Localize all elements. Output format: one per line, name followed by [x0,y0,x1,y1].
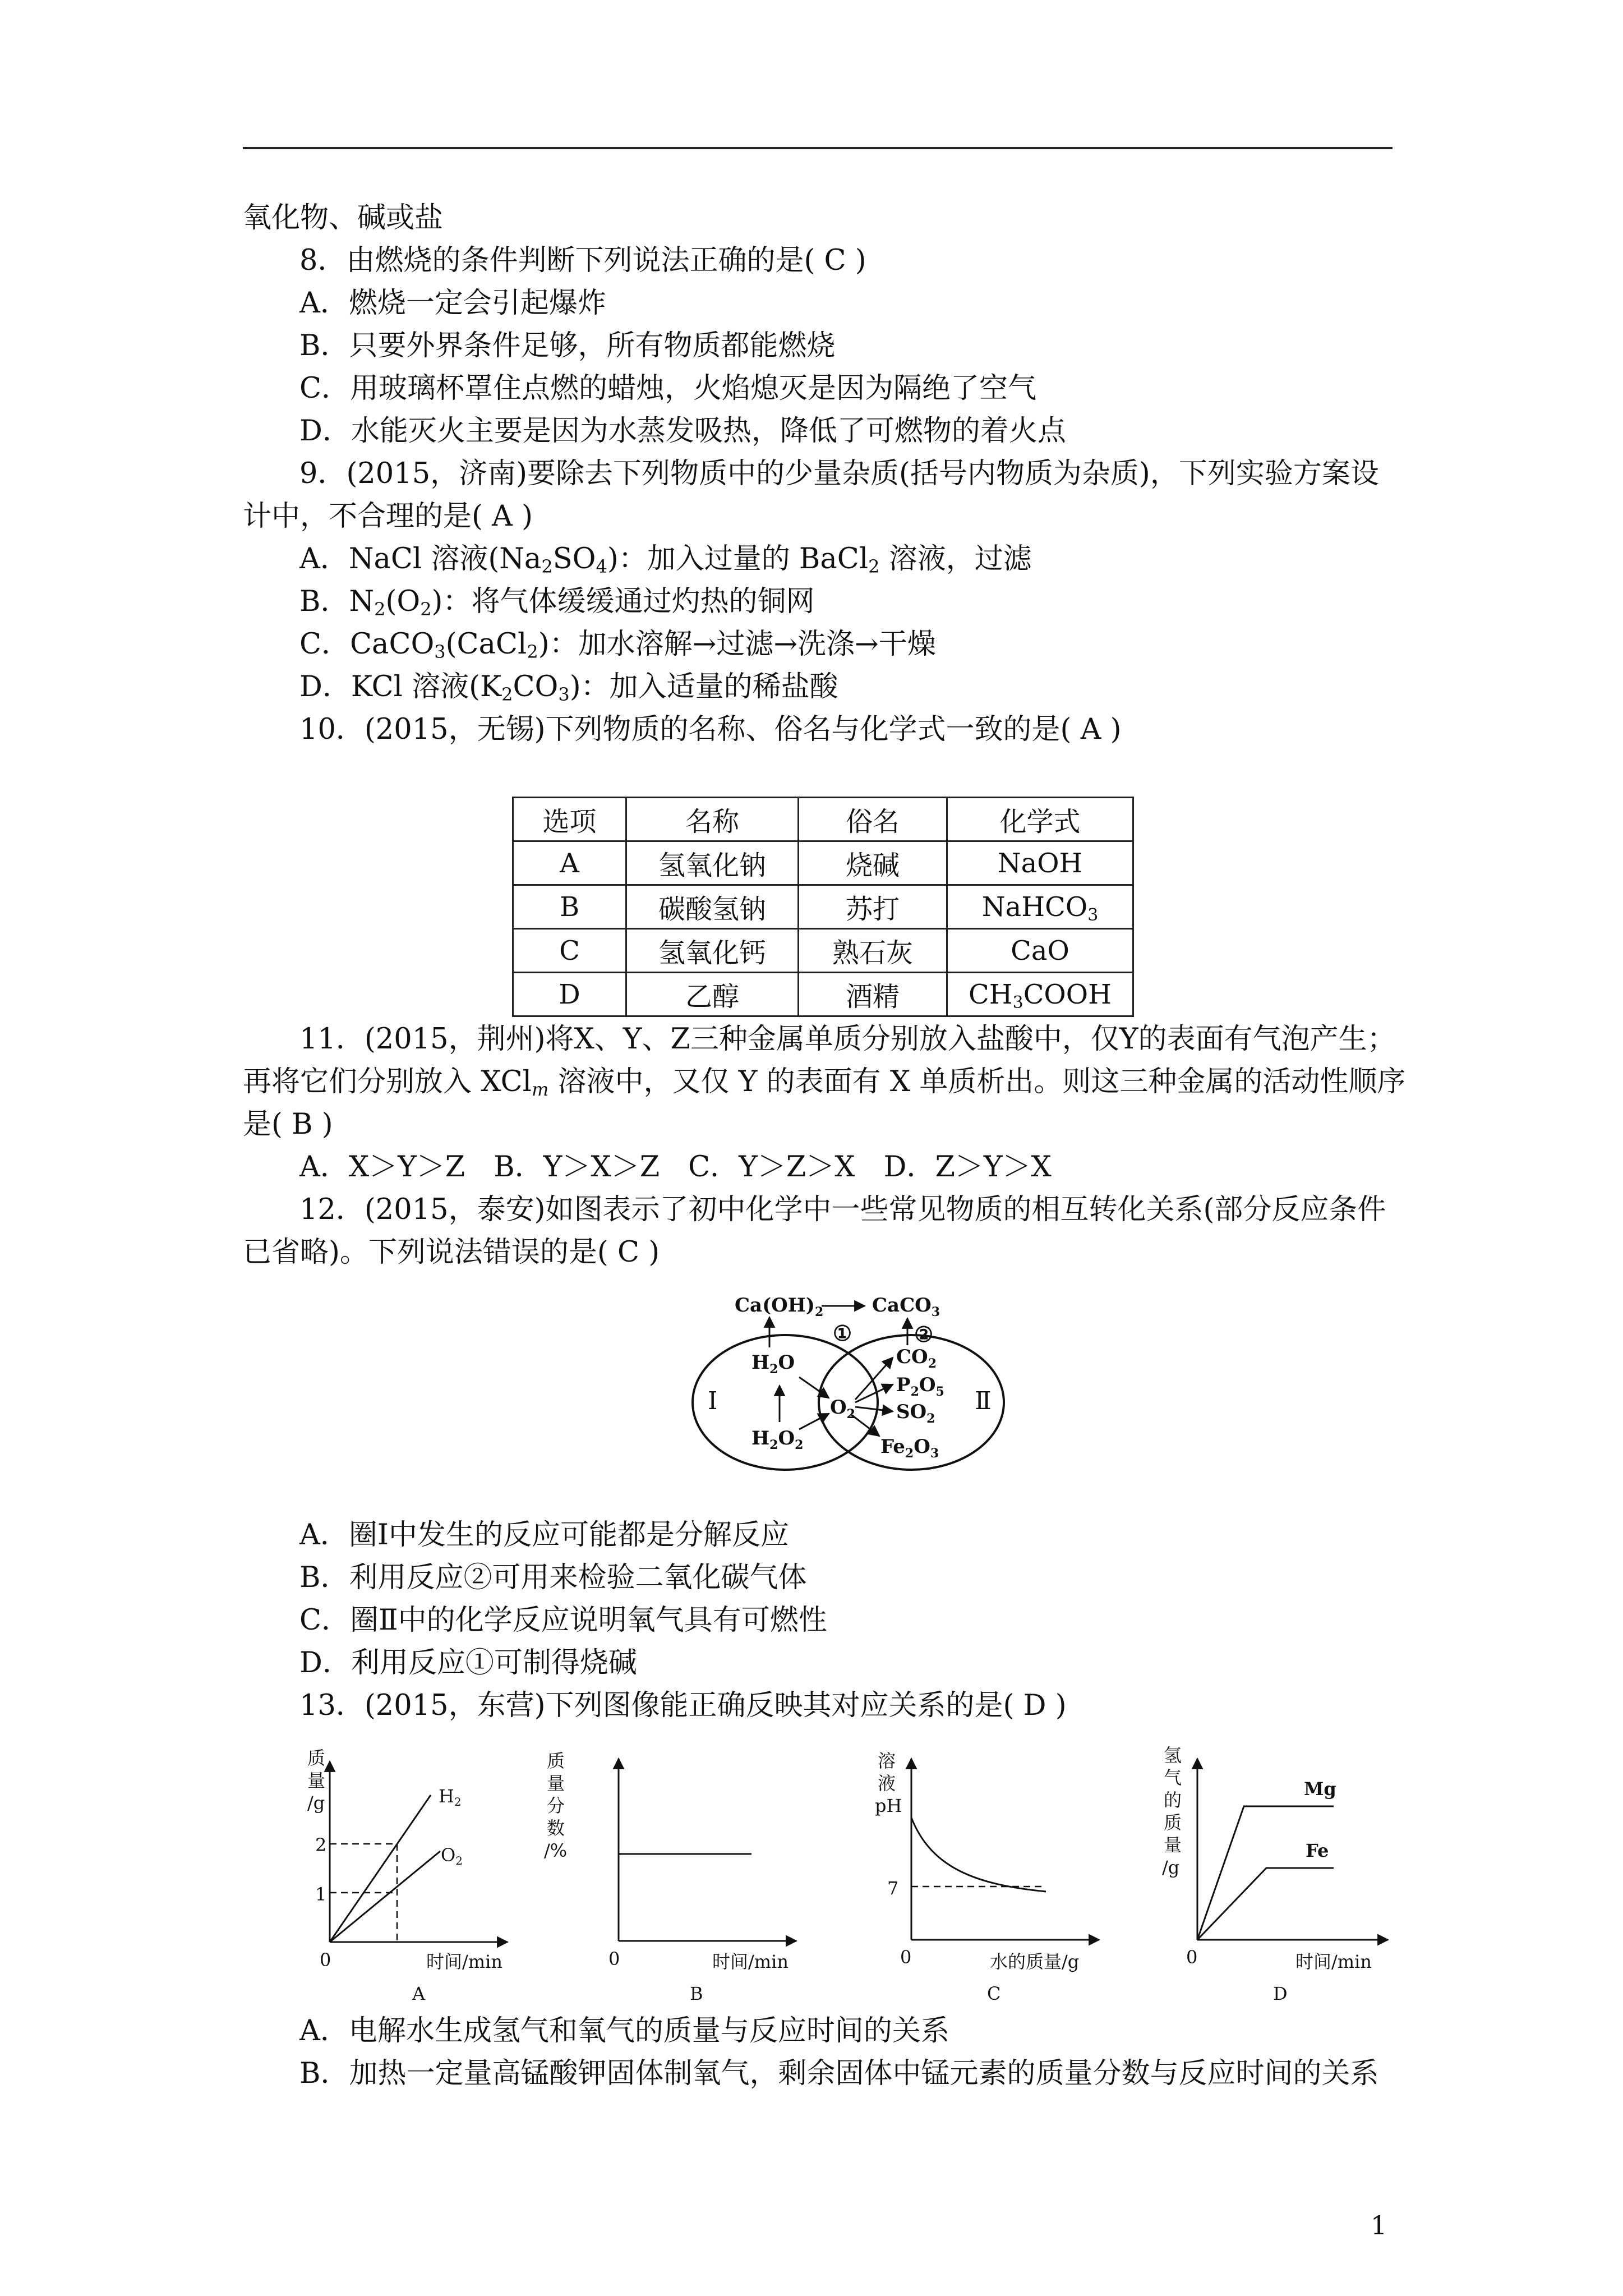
graph-a-series-h2: H2 [439,1786,462,1809]
graph-d-ylabel: 气 [1164,1767,1182,1788]
graph-d-origin: 0 [1186,1947,1198,1968]
graph-a-ylabel: /g [307,1792,325,1814]
header-cell: 选项 [513,798,626,841]
table-cell: 酒精 [799,973,947,1016]
arrow-o2-to-so2 [855,1407,893,1411]
q8-option-a: A．燃烧一定会引起爆炸 [299,287,606,320]
graph-a-series-o2: O2 [441,1844,463,1867]
formula-caoh2: $Ca(OH)_2$ [735,1294,824,1319]
q10-table [512,797,1134,1017]
continued-text: 氧化物、碱或盐 [243,201,444,234]
q13-graphs [303,1739,1396,2008]
graph-d-ylabel: 质 [1164,1812,1182,1833]
table-cell: 烧碱 [799,841,947,885]
circle-2-label: Ⅱ [975,1387,992,1415]
q8-option-d: D．水能灭火主要是因为水蒸发吸热，降低了可燃物的着火点 [299,415,1066,448]
graph-a-ylabel: 量 [307,1770,326,1791]
q12-option-c: C．圈Ⅱ中的化学反应说明氧气具有可燃性 [299,1604,827,1637]
graph-a-line-h2 [330,1795,431,1942]
graph-c-origin: 0 [900,1947,912,1968]
reaction-1-label: ① [833,1320,852,1346]
graph-d-series-mg: Mg [1304,1778,1336,1800]
graph-b-xlabel: 时间/min [712,1951,789,1972]
q13-option-b: B．加热一定量高锰酸钾固体制氧气，剩余固体中锰元素的质量分数与反应时间的关系 [299,2057,1379,2090]
table-cell: 乙醇 [626,973,799,1016]
table-row [513,841,1133,885]
q11-options: A．X＞Y＞Z B．Y＞X＞Z C．Y＞Z＞X D．Z＞Y＞X [299,1151,1052,1184]
graph-a-tick-2: 2 [315,1834,327,1856]
q12-diagram [673,1273,1043,1487]
q9-stem-line2: 计中，不合理的是( A ) [243,500,533,533]
graph-a-line-o2 [330,1851,440,1942]
graph-d-line-mg [1197,1806,1334,1940]
q9-option-a: A．NaCl 溶液$(Na_2SO_4)$：加入过量的 BaCl$_2$ 溶液，过滤 [299,542,1032,577]
graph-b-ylabel: /% [544,1840,568,1861]
q9-option-c: C．CaCO$_3$(CaCl$_2$)：加水溶解→过滤→洗涤→干燥 [299,628,936,662]
table-cell: 氢氧化钠 [626,841,799,885]
graph-a-xlabel: 时间/min [426,1951,502,1972]
q13-option-a: A．电解水生成氢气和氧气的质量与反应时间的关系 [299,2014,949,2047]
q8-option-b: B．只要外界条件足够，所有物质都能燃烧 [299,329,836,362]
graph-c-ylabel: pH [875,1795,902,1816]
graph-b-letter: B [690,1983,703,2004]
graph-a-tick-1: 1 [315,1884,327,1905]
table-cell: $CH_3COOH$ [947,973,1133,1016]
q11-stem-line2: 再将它们分别放入 XCl$_m$ 溶液中，又仅 Y 的表面有 X 单质析出。则这三种金属的活动性顺序 [243,1065,1406,1100]
graph-c-curve [911,1818,1046,1892]
q12-option-a: A．圈Ⅰ中发生的反应可能都是分解反应 [299,1519,789,1552]
graph-d [1162,1745,1388,2004]
q8-stem: 8．由燃烧的条件判断下列说法正确的是( C ) [299,244,866,277]
graph-c-tick-7: 7 [887,1878,899,1899]
formula-h2o2: $H_2O_2$ [751,1427,804,1452]
table-cell: NaOH [947,841,1133,885]
q12-option-b: B．利用反应②可用来检验二氧化碳气体 [299,1561,807,1594]
graph-c-letter: C [987,1983,1001,2004]
q12-stem-line1: 12．(2015，泰安)如图表示了初中化学中一些常见物质的相互转化关系(部分反应条件 [299,1193,1386,1226]
graph-d-xlabel: 时间/min [1295,1951,1372,1972]
graph-b-ylabel: 质 [547,1750,565,1772]
formula-so2: $SO_2$ [896,1401,935,1426]
header-rule [243,147,1393,149]
q9-option-d: D．KCl 溶液$(K_2CO_3)$：加入适量的稀盐酸 [299,670,838,705]
graph-a-letter: A [412,1983,426,2004]
graph-d-series-fe: Fe [1306,1840,1329,1861]
reaction-2-label: ② [914,1322,934,1347]
table-cell: D [513,973,626,1016]
formula-p2o5: $P_2O_5$ [896,1374,944,1399]
table-cell: 氢氧化钙 [626,929,799,973]
q12-stem-line2: 已省略)。下列说法错误的是( C ) [243,1236,660,1269]
table-cell: 熟石灰 [799,929,947,973]
table-cell: NaHCO$_3$ [947,885,1133,929]
table-cell: C [513,929,626,973]
formula-h2o: $H_2O$ [751,1351,795,1377]
graph-d-ylabel: 的 [1164,1789,1182,1811]
table-header-row [513,798,1133,841]
table-row [513,885,1133,929]
table-cell: B [513,885,626,929]
graph-c-xlabel: 水的质量/g [990,1951,1080,1972]
q10-stem: 10．(2015，无锡)下列物质的名称、俗名与化学式一致的是( A ) [299,713,1122,746]
table-cell: 碳酸氢钠 [626,885,799,929]
table-row [513,973,1133,1016]
graph-d-ylabel: /g [1162,1857,1180,1878]
q13-stem: 13．(2015，东营)下列图像能正确反映其对应关系的是( D ) [299,1689,1067,1722]
graph-c [875,1750,1099,2004]
table-row [513,929,1133,973]
table-cell: 苏打 [799,885,947,929]
formula-fe2o3: $Fe_2O_3$ [880,1435,939,1461]
q12-option-d: D．利用反应①可制得烧碱 [299,1646,637,1680]
graph-b-ylabel: 量 [547,1773,565,1794]
table-cell: CaO [947,929,1133,973]
graph-a [307,1747,508,2004]
graph-b [544,1750,796,2004]
graph-a-origin: 0 [320,1949,331,1971]
graph-a-ylabel: 质 [307,1747,326,1769]
header-cell: 化学式 [947,798,1133,841]
q11-stem-line1: 11．(2015，荆州)将X、Y、Z三种金属单质分别放入盐酸中，仅Y的表面有气泡产生； [299,1023,1396,1056]
graph-d-letter: D [1273,1983,1288,2004]
formula-o2: $O_2$ [830,1396,855,1421]
graph-d-ylabel: 量 [1164,1834,1182,1856]
graph-b-ylabel: 数 [547,1818,565,1839]
page-number: 1 [1371,2210,1387,2240]
graph-c-ylabel: 液 [878,1773,896,1794]
header-cell: 俗名 [799,798,947,841]
graph-d-ylabel: 氢 [1164,1745,1182,1766]
q9-stem-line1: 9．(2015，济南)要除去下列物质中的少量杂质(括号内物质为杂质)，下列实验方案设 [299,457,1379,490]
graph-b-ylabel: 分 [547,1795,565,1816]
q8-option-c: C．用玻璃杯罩住点燃的蜡烛，火焰熄灭是因为隔绝了空气 [299,372,1037,405]
q11-stem-line3: 是( B ) [243,1108,333,1141]
formula-caco3: CaCO$_3$ [872,1294,940,1319]
graph-c-ylabel: 溶 [878,1750,896,1772]
circle-1-label: Ⅰ [708,1387,718,1415]
formula-co2: $CO_2$ [896,1346,937,1371]
table-cell: A [513,841,626,885]
q9-option-b: B．$N_2(O_2)$：将气体缓缓通过灼热的铜网 [299,585,815,620]
graph-b-origin: 0 [608,1948,620,1970]
header-cell: 名称 [626,798,799,841]
